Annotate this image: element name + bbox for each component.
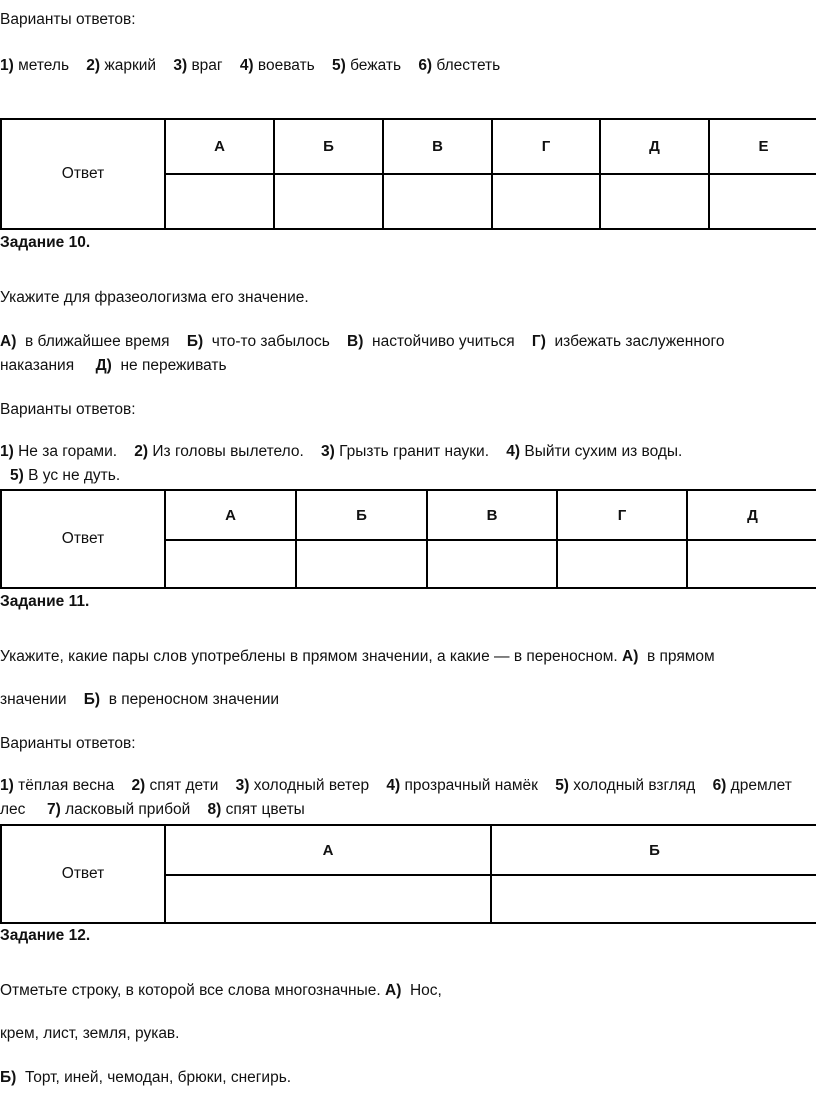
option-item: 2) спят дети bbox=[131, 777, 219, 794]
meaning-item: А) в ближайшее время bbox=[0, 333, 170, 350]
answer-header-cell: Г bbox=[492, 119, 600, 174]
variants-title: Варианты ответов: bbox=[0, 735, 136, 752]
option-item: 1) Не за горами. bbox=[0, 443, 118, 460]
option-item: 4) воевать bbox=[239, 57, 315, 74]
answer-input-cell[interactable] bbox=[165, 875, 491, 923]
option-a-continued: крем, лист, земля, рукав. bbox=[0, 1025, 180, 1042]
answer-row-label: Ответ bbox=[1, 490, 165, 588]
task-title: Задание 11. bbox=[0, 593, 90, 610]
answer-header-cell: В bbox=[427, 490, 557, 540]
task-title: Задание 12. bbox=[0, 927, 91, 944]
answer-input-cell[interactable] bbox=[274, 174, 383, 229]
option-item: 5) бежать bbox=[331, 57, 402, 74]
answer-input-cell[interactable] bbox=[600, 174, 709, 229]
variants-title: Варианты ответов: bbox=[0, 401, 136, 418]
answer-header-cell: Е bbox=[709, 119, 816, 174]
answer-input-cell[interactable] bbox=[687, 540, 816, 588]
answer-input-cell[interactable] bbox=[296, 540, 427, 588]
answer-header-cell: Д bbox=[687, 490, 816, 540]
answer-header-cell: Д bbox=[600, 119, 709, 174]
answer-header-cell: А bbox=[165, 825, 491, 875]
answer-input-cell[interactable] bbox=[165, 540, 296, 588]
answer-header-cell: Б bbox=[296, 490, 427, 540]
option-item: 5) холодный взгляд bbox=[555, 777, 696, 794]
option-item: 7) ласковый прибой bbox=[46, 801, 191, 818]
task-instruction: Укажите, какие пары слов употреблены в прямом значении, а какие — в переносном. А) в прямом bbox=[0, 648, 715, 665]
variants-title: Варианты ответов: bbox=[0, 11, 136, 28]
task-instruction: Отметьте строку, в которой все слова многозначные. А) Нос, bbox=[0, 982, 442, 999]
answer-header-cell: А bbox=[165, 490, 296, 540]
answer-input-cell[interactable] bbox=[557, 540, 687, 588]
answer-options-line bbox=[0, 442, 682, 462]
answer-header-cell: Б bbox=[491, 825, 816, 875]
option-item: 4) Выйти сухим из воды. bbox=[506, 443, 683, 460]
option-item: 8) спят цветы bbox=[207, 801, 305, 818]
option-item: 3) холодный ветер bbox=[235, 777, 370, 794]
answer-options-line bbox=[0, 56, 500, 76]
option-item: 2) Из головы вылетело. bbox=[134, 443, 304, 460]
answer-header-cell: А bbox=[165, 119, 274, 174]
answer-options-line-2: лес 7) ласковый прибой 8) спят цветы bbox=[0, 801, 305, 818]
task-title: Задание 10. bbox=[0, 234, 91, 251]
answer-options-line bbox=[0, 776, 792, 796]
answer-row-label: Ответ bbox=[1, 119, 165, 229]
answer-input-cell[interactable] bbox=[427, 540, 557, 588]
option-item: 2) жаркий bbox=[86, 57, 157, 74]
meaning-item: Б) что-то забылось bbox=[186, 333, 330, 350]
answer-table bbox=[0, 824, 816, 924]
answer-header-cell: Б bbox=[274, 119, 383, 174]
answer-header-cell: В bbox=[383, 119, 492, 174]
task-instruction-line-2: значении Б) в переносном значении bbox=[0, 691, 280, 708]
answer-input-cell[interactable] bbox=[491, 875, 816, 923]
option-item: 4) прозрачный намёк bbox=[386, 777, 538, 794]
task-instruction: Укажите для фразеологизма его значение. bbox=[0, 289, 309, 306]
meanings-line bbox=[0, 332, 724, 352]
option-b: Б) Торт, иней, чемодан, брюки, снегирь. bbox=[0, 1069, 292, 1086]
option-item: 3) враг bbox=[173, 57, 223, 74]
option-item: 1) метель bbox=[0, 57, 70, 74]
option-item: 1) тёплая весна bbox=[0, 777, 115, 794]
answer-options-line-2 bbox=[10, 466, 120, 486]
meanings-line-2: наказания Д) не переживать bbox=[0, 357, 227, 374]
answer-input-cell[interactable] bbox=[165, 174, 274, 229]
answer-row-label: Ответ bbox=[1, 825, 165, 923]
option-item: 3) Грызть гранит науки. bbox=[321, 443, 490, 460]
option-item: 6) дремлет bbox=[712, 777, 792, 794]
meaning-item: Д) не переживать bbox=[95, 357, 227, 374]
meaning-item: Г) избежать заслуженного bbox=[531, 333, 725, 350]
option-item: 6) блестеть bbox=[418, 57, 501, 74]
meaning-item: В) настойчиво учиться bbox=[347, 333, 515, 350]
answer-input-cell[interactable] bbox=[709, 174, 816, 229]
answer-input-cell[interactable] bbox=[492, 174, 600, 229]
answer-table bbox=[0, 489, 816, 589]
answer-header-cell: Г bbox=[557, 490, 687, 540]
option-item: 5) В ус не дуть. bbox=[10, 467, 121, 484]
answer-table bbox=[0, 118, 816, 230]
answer-input-cell[interactable] bbox=[383, 174, 492, 229]
